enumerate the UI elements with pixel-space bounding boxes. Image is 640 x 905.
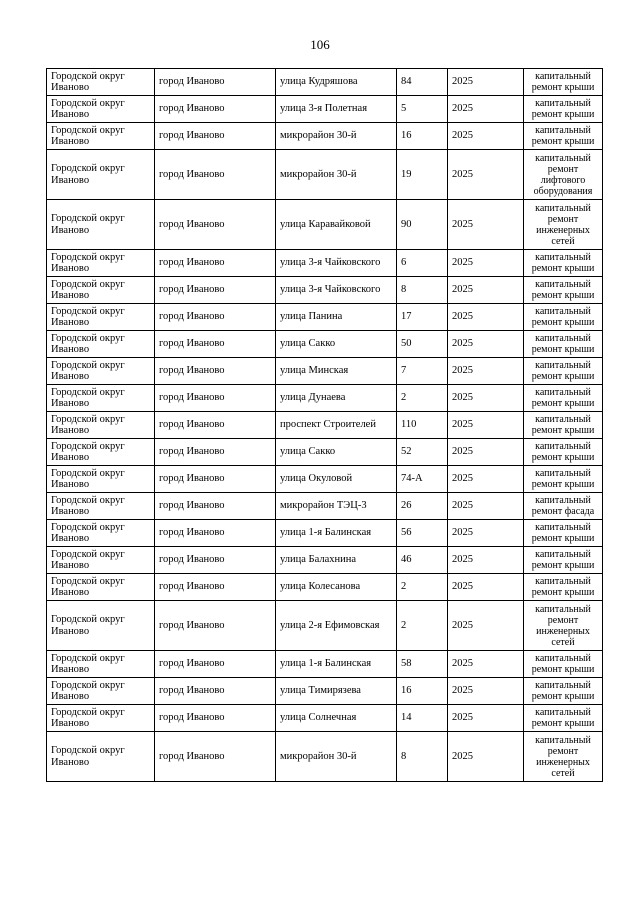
table-row — [47, 331, 603, 358]
house-number-cell: 19 — [397, 150, 448, 200]
table-row — [47, 732, 603, 782]
table-row — [47, 304, 603, 331]
municipality-cell: Городской округ Иваново — [47, 250, 155, 277]
year-cell: 2025 — [448, 439, 524, 466]
year-cell: 2025 — [448, 651, 524, 678]
house-number-cell: 52 — [397, 439, 448, 466]
street-cell: улица Сакко — [276, 331, 397, 358]
table-row — [47, 493, 603, 520]
house-number-cell: 17 — [397, 304, 448, 331]
table-row — [47, 385, 603, 412]
work-type-cell: капитальный ремонт крыши — [524, 69, 603, 96]
municipality-cell: Городской округ Иваново — [47, 331, 155, 358]
city-cell: город Иваново — [155, 358, 276, 385]
municipality-cell: Городской округ Иваново — [47, 493, 155, 520]
municipality-cell: Городской округ Иваново — [47, 358, 155, 385]
house-number-cell: 2 — [397, 385, 448, 412]
street-cell: улица 3-я Чайковского — [276, 277, 397, 304]
table-body — [47, 69, 603, 782]
city-cell: город Иваново — [155, 493, 276, 520]
year-cell: 2025 — [448, 200, 524, 250]
work-type-cell: капитальный ремонт крыши — [524, 412, 603, 439]
municipality-cell: Городской округ Иваново — [47, 705, 155, 732]
year-cell: 2025 — [448, 601, 524, 651]
street-cell: микрорайон 30-й — [276, 732, 397, 782]
city-cell: город Иваново — [155, 466, 276, 493]
street-cell: улица 1-я Балинская — [276, 651, 397, 678]
house-number-cell: 58 — [397, 651, 448, 678]
table-row — [47, 601, 603, 651]
city-cell: город Иваново — [155, 200, 276, 250]
street-cell: улица Солнечная — [276, 705, 397, 732]
table-row — [47, 250, 603, 277]
year-cell: 2025 — [448, 385, 524, 412]
street-cell: улица 2-я Ефимовская — [276, 601, 397, 651]
street-cell: улица Дунаева — [276, 385, 397, 412]
house-number-cell: 46 — [397, 547, 448, 574]
table-row — [47, 547, 603, 574]
municipality-cell: Городской округ Иваново — [47, 651, 155, 678]
work-type-cell: капитальный ремонт инженерных сетей — [524, 601, 603, 651]
house-number-cell: 7 — [397, 358, 448, 385]
house-number-cell: 2 — [397, 574, 448, 601]
house-number-cell: 84 — [397, 69, 448, 96]
work-type-cell: капитальный ремонт крыши — [524, 277, 603, 304]
table-row — [47, 358, 603, 385]
work-type-cell: капитальный ремонт инженерных сетей — [524, 200, 603, 250]
work-type-cell: капитальный ремонт крыши — [524, 385, 603, 412]
street-cell: улица Колесанова — [276, 574, 397, 601]
house-number-cell: 74-А — [397, 466, 448, 493]
street-cell: улица Тимирязева — [276, 678, 397, 705]
work-type-cell: капитальный ремонт крыши — [524, 705, 603, 732]
municipality-cell: Городской округ Иваново — [47, 732, 155, 782]
table-row — [47, 678, 603, 705]
city-cell: город Иваново — [155, 574, 276, 601]
city-cell: город Иваново — [155, 96, 276, 123]
street-cell: улица 3-я Чайковского — [276, 250, 397, 277]
table-row — [47, 466, 603, 493]
year-cell: 2025 — [448, 547, 524, 574]
table-row — [47, 96, 603, 123]
city-cell: город Иваново — [155, 705, 276, 732]
work-type-cell: капитальный ремонт фасада — [524, 493, 603, 520]
year-cell: 2025 — [448, 732, 524, 782]
table-row — [47, 200, 603, 250]
work-type-cell: капитальный ремонт инженерных сетей — [524, 732, 603, 782]
work-type-cell: капитальный ремонт крыши — [524, 651, 603, 678]
house-number-cell: 6 — [397, 250, 448, 277]
work-type-cell: капитальный ремонт крыши — [524, 250, 603, 277]
city-cell: город Иваново — [155, 547, 276, 574]
year-cell: 2025 — [448, 250, 524, 277]
city-cell: город Иваново — [155, 732, 276, 782]
year-cell: 2025 — [448, 358, 524, 385]
city-cell: город Иваново — [155, 439, 276, 466]
table-row — [47, 439, 603, 466]
year-cell: 2025 — [448, 520, 524, 547]
year-cell: 2025 — [448, 412, 524, 439]
municipality-cell: Городской округ Иваново — [47, 439, 155, 466]
street-cell: улица Окуловой — [276, 466, 397, 493]
house-number-cell: 26 — [397, 493, 448, 520]
street-cell: улица Кудряшова — [276, 69, 397, 96]
city-cell: город Иваново — [155, 250, 276, 277]
municipality-cell: Городской округ Иваново — [47, 412, 155, 439]
house-number-cell: 50 — [397, 331, 448, 358]
year-cell: 2025 — [448, 574, 524, 601]
year-cell: 2025 — [448, 69, 524, 96]
house-number-cell: 2 — [397, 601, 448, 651]
city-cell: город Иваново — [155, 150, 276, 200]
table-row — [47, 520, 603, 547]
city-cell: город Иваново — [155, 601, 276, 651]
house-number-cell: 16 — [397, 678, 448, 705]
work-type-cell: капитальный ремонт крыши — [524, 678, 603, 705]
work-type-cell: капитальный ремонт крыши — [524, 466, 603, 493]
work-type-cell: капитальный ремонт крыши — [524, 358, 603, 385]
municipality-cell: Городской округ Иваново — [47, 678, 155, 705]
table-row — [47, 69, 603, 96]
year-cell: 2025 — [448, 123, 524, 150]
street-cell: улица Минская — [276, 358, 397, 385]
street-cell: улица 1-я Балинская — [276, 520, 397, 547]
municipality-cell: Городской округ Иваново — [47, 601, 155, 651]
city-cell: город Иваново — [155, 123, 276, 150]
city-cell: город Иваново — [155, 331, 276, 358]
city-cell: город Иваново — [155, 678, 276, 705]
page-number: 106 — [310, 37, 330, 52]
municipality-cell: Городской округ Иваново — [47, 520, 155, 547]
table-row — [47, 277, 603, 304]
city-cell: город Иваново — [155, 277, 276, 304]
city-cell: город Иваново — [155, 412, 276, 439]
year-cell: 2025 — [448, 466, 524, 493]
city-cell: город Иваново — [155, 651, 276, 678]
year-cell: 2025 — [448, 304, 524, 331]
municipality-cell: Городской округ Иваново — [47, 150, 155, 200]
house-number-cell: 90 — [397, 200, 448, 250]
municipality-cell: Городской округ Иваново — [47, 466, 155, 493]
house-number-cell: 8 — [397, 732, 448, 782]
municipality-cell: Городской округ Иваново — [47, 574, 155, 601]
house-number-cell: 16 — [397, 123, 448, 150]
city-cell: город Иваново — [155, 304, 276, 331]
work-type-cell: капитальный ремонт крыши — [524, 520, 603, 547]
street-cell: улица Балахнина — [276, 547, 397, 574]
house-number-cell: 8 — [397, 277, 448, 304]
street-cell: микрорайон 30-й — [276, 123, 397, 150]
work-type-cell: капитальный ремонт крыши — [524, 574, 603, 601]
house-number-cell: 5 — [397, 96, 448, 123]
work-type-cell: капитальный ремонт крыши — [524, 304, 603, 331]
year-cell: 2025 — [448, 493, 524, 520]
table-row — [47, 412, 603, 439]
year-cell: 2025 — [448, 678, 524, 705]
municipality-cell: Городской округ Иваново — [47, 200, 155, 250]
street-cell: микрорайон ТЭЦ-3 — [276, 493, 397, 520]
house-number-cell: 14 — [397, 705, 448, 732]
city-cell: город Иваново — [155, 69, 276, 96]
work-type-cell: капитальный ремонт крыши — [524, 96, 603, 123]
table-row — [47, 651, 603, 678]
municipality-cell: Городской округ Иваново — [47, 96, 155, 123]
work-type-cell: капитальный ремонт лифтового оборудования — [524, 150, 603, 200]
table-row — [47, 574, 603, 601]
street-cell: улица Каравайковой — [276, 200, 397, 250]
street-cell: улица Панина — [276, 304, 397, 331]
year-cell: 2025 — [448, 150, 524, 200]
house-number-cell: 110 — [397, 412, 448, 439]
table-row — [47, 123, 603, 150]
municipality-cell: Городской округ Иваново — [47, 69, 155, 96]
municipality-cell: Городской округ Иваново — [47, 123, 155, 150]
year-cell: 2025 — [448, 705, 524, 732]
year-cell: 2025 — [448, 96, 524, 123]
municipality-cell: Городской округ Иваново — [47, 547, 155, 574]
year-cell: 2025 — [448, 331, 524, 358]
municipality-cell: Городской округ Иваново — [47, 385, 155, 412]
city-cell: город Иваново — [155, 385, 276, 412]
street-cell: улица Сакко — [276, 439, 397, 466]
municipality-cell: Городской округ Иваново — [47, 277, 155, 304]
street-cell: микрорайон 30-й — [276, 150, 397, 200]
city-cell: город Иваново — [155, 520, 276, 547]
work-type-cell: капитальный ремонт крыши — [524, 123, 603, 150]
table-row — [47, 150, 603, 200]
municipality-cell: Городской округ Иваново — [47, 304, 155, 331]
work-type-cell: капитальный ремонт крыши — [524, 331, 603, 358]
work-type-cell: капитальный ремонт крыши — [524, 547, 603, 574]
work-type-cell: капитальный ремонт крыши — [524, 439, 603, 466]
street-cell: улица 3-я Полетная — [276, 96, 397, 123]
house-number-cell: 56 — [397, 520, 448, 547]
year-cell: 2025 — [448, 277, 524, 304]
repair-schedule-table — [46, 68, 603, 782]
street-cell: проспект Строителей — [276, 412, 397, 439]
table-row — [47, 705, 603, 732]
